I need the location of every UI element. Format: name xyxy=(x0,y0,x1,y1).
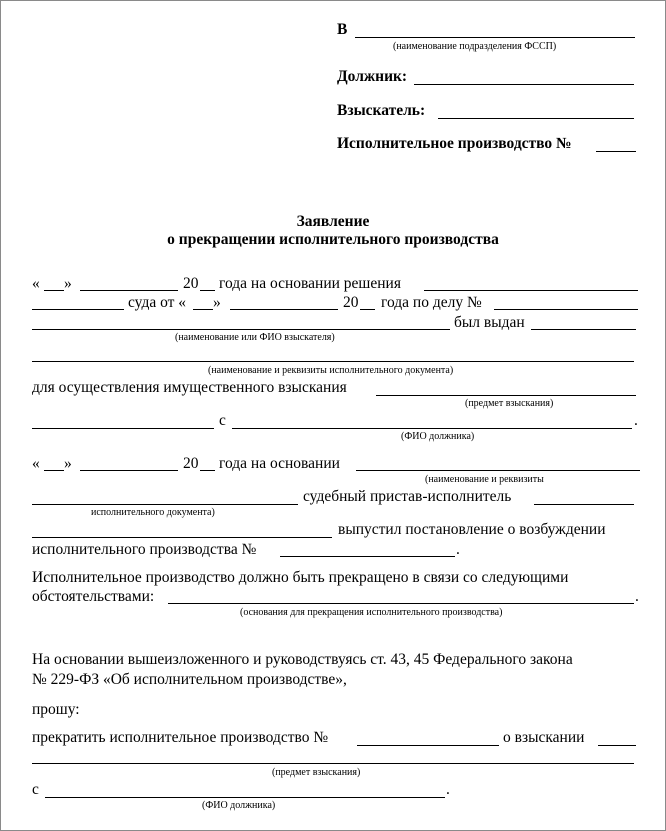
to-field[interactable] xyxy=(355,37,635,38)
proceeding-number-field[interactable] xyxy=(596,151,636,152)
period: . xyxy=(446,781,450,798)
recovery-text: для осуществления имущественного взыскания xyxy=(32,379,347,396)
with-text: с xyxy=(32,781,39,798)
period: . xyxy=(456,541,460,558)
bailiff-field[interactable] xyxy=(534,504,634,505)
caption-debtor: (ФИО должника) xyxy=(202,800,276,811)
order-text: выпустил постановление о возбуждении xyxy=(338,521,606,538)
year-field[interactable] xyxy=(200,470,215,471)
decision-text: года на основании решения xyxy=(219,275,401,292)
recovery-field[interactable] xyxy=(598,745,636,746)
year-prefix: 20 xyxy=(183,275,199,292)
court-text: суда от « xyxy=(128,294,187,311)
debtor-name-field[interactable] xyxy=(232,428,632,429)
quote-close: » xyxy=(64,275,72,292)
quote-open: « xyxy=(32,455,40,472)
recovery-text: о взыскании xyxy=(503,729,585,746)
grounds-field[interactable] xyxy=(168,603,634,604)
caption-debtor: (ФИО должника) xyxy=(401,431,475,442)
debtor-name-field[interactable] xyxy=(45,797,445,798)
issued-text: был выдан xyxy=(454,314,525,331)
subject-field[interactable] xyxy=(32,763,634,764)
grounds-text: Исполнительное производство должно быть прекращено в связи со следующими xyxy=(32,569,569,586)
title-line-2: о прекращении исполнительного производства xyxy=(167,231,499,248)
document-details-field[interactable] xyxy=(32,504,298,505)
proceeding-number-field[interactable] xyxy=(280,556,455,557)
to-label: В xyxy=(337,21,348,38)
case-number-field[interactable] xyxy=(494,309,638,310)
terminate-text: прекратить исполнительное производство № xyxy=(32,729,329,746)
proceeding-text: исполнительного производства № xyxy=(32,541,257,558)
debtor-field[interactable] xyxy=(414,84,634,85)
with-text: с xyxy=(219,412,226,429)
legal-basis-text: На основании вышеизложенного и руководствуясь ст. 43, 45 Федерального закона xyxy=(32,651,573,668)
caption-document: исполнительного документа) xyxy=(91,507,215,518)
creditor-field[interactable] xyxy=(438,118,634,119)
terminate-number-field[interactable] xyxy=(357,745,499,746)
caption-subject: (предмет взыскания) xyxy=(272,767,361,778)
bailiff-text: судебный пристав-исполнитель xyxy=(303,488,512,505)
caption-subject: (предмет взыскания) xyxy=(465,398,554,409)
basis-field[interactable] xyxy=(356,470,640,471)
year-prefix: 20 xyxy=(343,294,359,311)
subject-field[interactable] xyxy=(376,395,636,396)
basis-text: года на основании xyxy=(219,455,340,472)
caption-grounds: (основания для прекращения исполнительного производства) xyxy=(240,607,503,618)
quote-close: » xyxy=(213,294,221,311)
title-line-1: Заявление xyxy=(296,213,370,230)
circumstances-label: обстоятельствами: xyxy=(32,588,155,605)
year-field[interactable] xyxy=(200,290,215,291)
period: . xyxy=(635,588,639,605)
proceeding-label: Исполнительное производство № xyxy=(337,135,572,152)
court-field[interactable] xyxy=(32,309,124,310)
period: . xyxy=(634,412,638,429)
legal-basis-text-2: № 229-ФЗ «Об исполнительном производстве», xyxy=(32,671,347,688)
year-prefix: 20 xyxy=(183,455,199,472)
caption-creditor: (наименование или ФИО взыскателя) xyxy=(175,332,335,343)
court-year-field[interactable] xyxy=(360,309,375,310)
quote-open: « xyxy=(32,275,40,292)
caption-document: (наименование и реквизиты исполнительного документа) xyxy=(208,365,454,376)
creditor-label: Взыскатель: xyxy=(337,102,426,119)
bailiff-name-field[interactable] xyxy=(32,537,332,538)
creditor-name-field[interactable] xyxy=(32,329,450,330)
request-label: прошу: xyxy=(32,701,80,718)
debtor-label: Должник: xyxy=(337,68,408,85)
month-field[interactable] xyxy=(80,290,178,291)
month-field[interactable] xyxy=(80,470,178,471)
decision-field[interactable] xyxy=(424,290,638,291)
subject-continued-field[interactable] xyxy=(32,428,214,429)
day-field[interactable] xyxy=(44,290,64,291)
caption-details: (наименование и реквизиты xyxy=(425,474,544,485)
case-text: года по делу № xyxy=(381,294,482,311)
quote-close: » xyxy=(64,455,72,472)
to-caption: (наименование подразделения ФССП) xyxy=(393,41,557,52)
document-field[interactable] xyxy=(32,361,634,362)
court-day-field[interactable] xyxy=(193,309,213,310)
day-field[interactable] xyxy=(44,470,64,471)
issued-field[interactable] xyxy=(531,329,636,330)
court-month-field[interactable] xyxy=(230,309,338,310)
